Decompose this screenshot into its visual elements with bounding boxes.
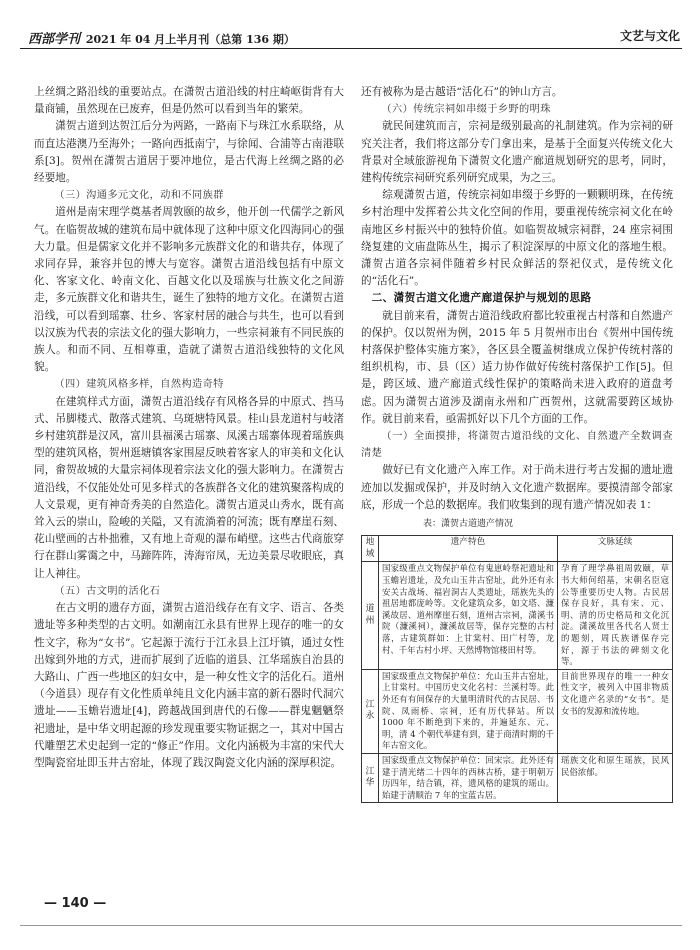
paragraph: 道州是南宋理学奠基者周敦颐的故乡，他开创一代儒学之新风气。在临贺故城的建筑布局中就体现了这种中原文化四海同心的强大力量。但是儒家文化并不影响多元族群文化的和谐共存，体现了求同存异，兼容并包的博大与宽容。潇贺古道沿线包括有中原文化、客家文化、岭南文化、百越文化以及瑶族与壮族文化之间游走，多元族群文化和谐共生，诞生了独特的地方文化。在潇贺古道沿线，可以看到瑶寨、壮乡、客家村居的融合与共生，也可以看到以汉族为代表的宗法文化的强大影响力，一些宗祠兼有不同民族的族人。和而不同、互相尊重，造就了潇贺古道沿线独特的文化风貌。 <box>34 206 344 374</box>
table-cell-feature: 国家级重点文物保护单位有鬼崽岭祭祀遗址和玉蟾岩遗址，及允山玉井古窑址，此外还有永安关古战场、福岩洞古人类遗址，瑶族先头的祖居地都庞岭等。文化建筑众多，如文塔、濂溪故居、道州摩崖石刻，道州古宗祠，潇溪书院（濂溪祠），濂溪故居等，保存完整的古村落，古建筑群如：上甘棠村、田广村等，龙村、千年古村小坪、天然博物馆楼田村等。 <box>379 562 558 669</box>
journal-brand: 西部学刊 <box>28 32 81 47</box>
table-cell-feature: 国家级重点文物保护单位：允山玉井古窑址，上甘棠村。中国历史文化名村：兰溪村等。此外还有有间保存的大量明清时代的古民居、书院、凤雨桥、宗祠，还有历代驿站。所以 1000 年不断绝到下来的，并遍延东、元、明，清 4 个朝代举建有到，建于商清时期的千年古窑文化。 <box>379 669 558 753</box>
paragraph: 做好已有文化遗产入库工作。对于尚未进行考古发掘的遗址遗迹加以发掘或保护，并及时纳入文化遗产数据库。要摸清部令部家底，形成一个总的数据库。我们收集到的现有遗产情况如表 1： <box>361 464 673 511</box>
table-row <box>362 669 673 753</box>
table-cell-feature: 国家级重点文物保护单位：回宋宗。此外还有建于清光绪二十四年的西林古桥，建于明朝万历四年，结合镇，祥，遗风格的建筑的瑶山。始建于清顺治 7 年的宝蓝古居。 <box>379 753 558 802</box>
left-column <box>34 84 344 772</box>
table-cell-continuity: 瑶族文化和原生瑶族，民风民俗浓郁。 <box>558 753 673 802</box>
paragraph: 在古文明的遗存方面，潇贺古道沿线存在有文字、语言、各类遗址等多种类型的古文明。如潮南江永县有世界上现存的唯一的女性文字，称为“女书”。它起源于流行于江永县上江圩镇，通过女性出嫁到外地的方式，进而扩展到了近临的道县、江华瑶族自治县的大路山、广西一些地区的妇女中，是一种女性文字的活化石。道州（今道县）现存有文化性质单纯且文化内涵丰富的新石器时代洞穴遗址——玉蟾岩遗址[4]，跨越战国到唐代的石像——群鬼魍魉祭祀遗址，是中华文明起源的珍发现重要实物证据之一，其对中国古代雕塑艺术史起到一定的“修正”作用。文化内涵极为丰富的宋代大型陶瓷窑址即玉井古窑址，体现了践汉陶瓷文化内涵的深厚积淀。 <box>34 602 344 769</box>
page-header <box>20 26 682 49</box>
section-heading: 二、潇贺古道文化遗产廊道保护与规划的思路 <box>371 292 592 305</box>
section-subheading: （六）传统宗祠如串缀于乡野的明珠 <box>381 104 551 116</box>
paragraph: 在建筑样式方面，潇贺古道沿线存有风格各异的中原式、挡马式、吊脚楼式、散落式建筑、乌斑塘特风景。桂山县龙道村与岐渚乡村建筑群是汉风，富川县福溪古瑶寨、凤溪古瑶寨体现着瑶族典型的建筑风格，贺州逛塘镇客家围屋反映着客家人的审美和文化认同，畲贺故城的大量宗祠体现着宗法文化的强大影响力。在潇贺古道沿线，不仅能处处可见多样式的各族群各文化的建筑聚落构成的人文景观，更有神奇秀美的自然造化。潇贺古道灵山秀水，既有高耸入云的崇山，险峻的关隘，又有流淌着的河流；既有摩崖石刻、花山壁画的古朴拙雅，又有地上奇观的瀑布峭壁。这些古代商旅穿行在群山雾霭之中，马蹄阵阵，涛海帘凤，无边美景尽收眼底，真让人神往。 <box>34 395 344 580</box>
right-column-text <box>361 84 673 514</box>
table-header-feature: 遗产特色 <box>379 536 558 562</box>
page-number: — 140 — <box>44 896 107 911</box>
table-caption: 表：潇贺古道遗产情况 <box>423 519 514 530</box>
paragraph: 综观潇贺古道，传统宗祠如串缀于乡野的一颗颗明珠，在传统乡村治理中发挥着公共文化空间的作用，要重视传统宗祠文化在岭南地区乡村振兴中的独特价值。如临贺故城宗祠群，24 座宗祠围绕复建的文庙盘陈丛生，揭示了积淀深厚的中原文化的落地生根。潇贺古道各宗祠伴随着乡村民众鲜活的祭祀仪式，是传统文化的“活化石”。 <box>361 189 673 288</box>
table-cell-region: 江永 <box>362 669 379 753</box>
heritage-table <box>361 535 673 803</box>
table-header-region: 地域 <box>362 536 379 562</box>
footer-rule <box>20 925 682 926</box>
table-header-row <box>362 536 673 562</box>
table-row <box>362 753 673 802</box>
table-cell-continuity: 目前世界现存的唯一一种女性文字，被列入中国非物质文化遗产名录的“女书”。是女书的发源和流传地。 <box>558 669 673 753</box>
table-cell-region: 江华 <box>362 753 379 802</box>
issue-info: 2021 年 04 月上半月刊（总第 136 期） <box>85 33 295 46</box>
right-column <box>361 84 673 803</box>
section-subheading: （五）古文明的活化石 <box>54 585 161 597</box>
table-row <box>362 562 673 669</box>
table-cell-continuity: 孕育了理学鼻祖周敦颐，草书大师何绍基，宋朝名臣寇公等重要历史人物。古民居保存良好，具有宋、元、明、清的历史格局和文化沉淀。潇溪故里各代名人贤士的题刻，周氏族谱保存完好，源于书法的碑刻文化等。 <box>558 562 673 669</box>
table-cell-region: 道州 <box>362 562 379 669</box>
section-name: 文艺与文化 <box>619 29 680 43</box>
section-subheading: （三）沟通多元文化，动和不同族群 <box>54 190 224 202</box>
table-header-continuity: 文脉延续 <box>558 536 673 562</box>
paragraph: 潇贺古道到达贺江后分为两路，一路南下与珠江水系联络，从而直达港澳乃至海外；一路向西抵南宁，与徐闻、合浦等古南港联系[3]。贺州在潇贺古道居于要冲地位，是古代海上丝绸之路的必经要地。 <box>34 120 344 185</box>
paragraph: 就目前来看，潇贺古道沿线政府都比较重视古村落和自然遗产的保护。仅以贺州为例，2015 年 5 月贺州市出台《贺州中国传统村落保护整体实施方案》，各区县全覆盖树继成立保护传统村落的组织机构，市、县（区）适力协作做好传统村落保护工作[5]。但是，跨区域、遗产廊道式线性保护的策略尚未进入政府的道盘考虑。因为潇贺古道涉及湖南永州和广西贺州，这就需要跨区域协作。就目前来看，亟需抓好以下几个方面的工作。 <box>361 309 673 425</box>
masthead <box>28 28 295 47</box>
paragraph-continued: 还有被称为是古越语“活化石”的钟山方言。 <box>361 86 563 98</box>
section-subheading: （四）建筑风格多样，自然构造奇特 <box>54 379 224 391</box>
paragraph-continued: 上丝绸之路沿线的重要站点。在潇贺古道沿线的村庄崎岖街背有大量商铺，虽然现在已废弃，但是仍然可以看到当年的繁荣。 <box>34 86 344 116</box>
section-subheading: （一）全面摸排，将潇贺古道沿线的文化、自然遗产全数调查清楚 <box>361 431 673 460</box>
paragraph: 就民间建筑而言，宗祠是级别最高的礼制建筑。作为宗祠的研究关注者，我们将这部分专门拿出来，是基于全面复兴传统文化大背景对全域旅游视角下潇贺文化遗产廊道规划研究的思考，同时，建构传统宗祠研究系列研究成果，为之三。 <box>361 120 673 185</box>
